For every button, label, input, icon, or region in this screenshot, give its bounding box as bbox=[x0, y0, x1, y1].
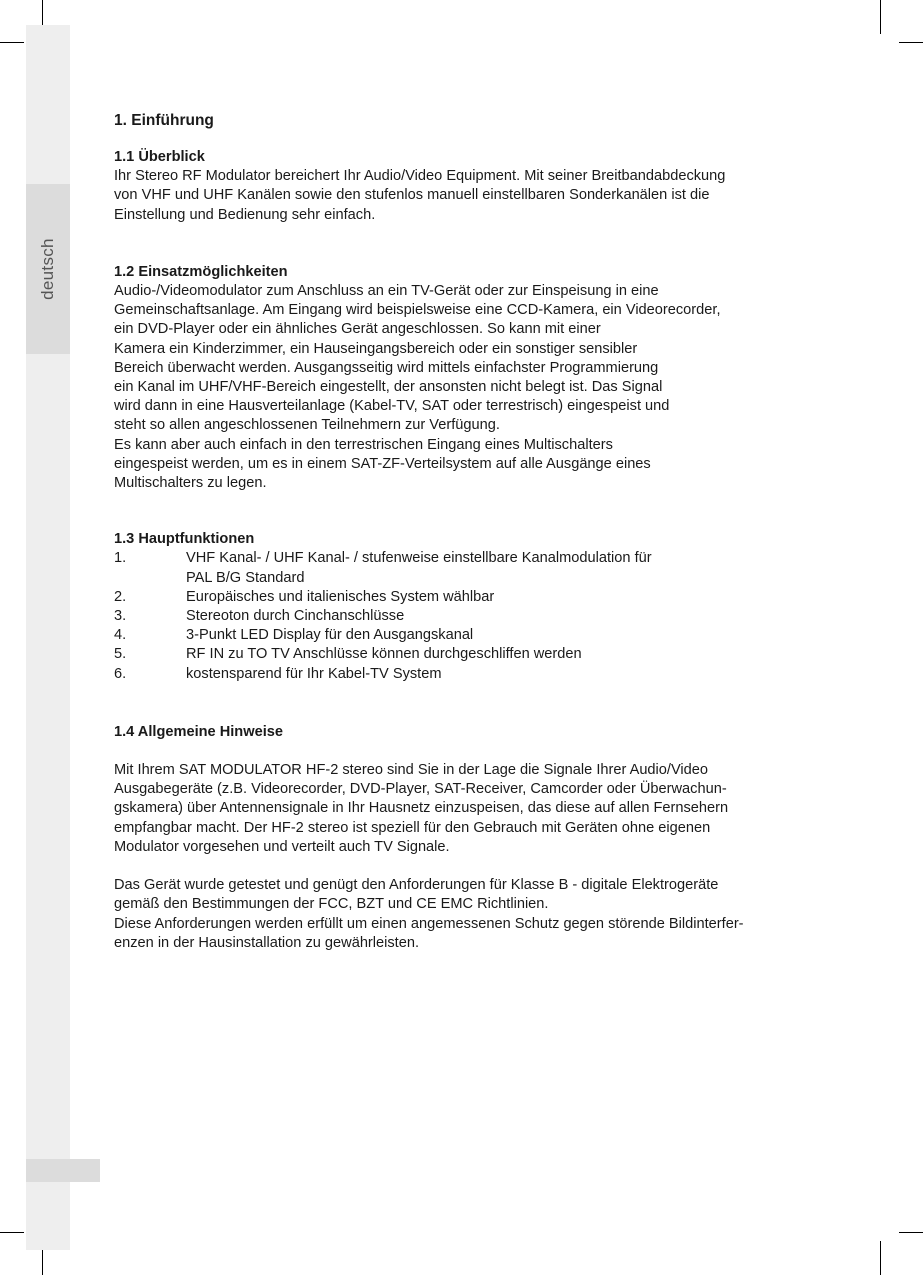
text-line: Das Gerät wurde getestet und genügt den Anforderungen für Klasse B - digitale Elektrogeräte bbox=[114, 877, 719, 894]
text-line: ein DVD-Player oder ein ähnliches Gerät angeschlossen. So kann mit einer bbox=[114, 321, 601, 338]
text-line: empfangbar macht. Der HF-2 stereo ist speziell für den Gebrauch mit Geräten ohne eigenen bbox=[114, 819, 711, 836]
list-text: kostensparend für Ihr Kabel-TV System bbox=[186, 665, 442, 682]
section-heading: 1.2 Einsatzmöglichkeiten bbox=[114, 263, 288, 280]
text-line: wird dann in eine Hausverteilanlage (Kabel-TV, SAT oder terrestrisch) eingespeist und bbox=[114, 398, 670, 415]
list-text: VHF Kanal- / UHF Kanal- / stufenweise einstellbare Kanalmodulation für bbox=[186, 550, 652, 567]
text-line: Einstellung und Bedienung sehr einfach. bbox=[114, 206, 376, 223]
section-paragraph bbox=[114, 876, 834, 953]
text-line: Modulator vorgesehen und verteilt auch TV Signale. bbox=[114, 838, 450, 855]
crop-mark bbox=[880, 0, 881, 34]
text-line: gskamera) über Antennensignale in Ihr Hausnetz einzuspeisen, das diese auf allen Fernsehern bbox=[114, 800, 729, 817]
section-heading: 1.1 Überblick bbox=[114, 149, 205, 165]
text-line: enzen in der Hausinstallation zu gewährleisten. bbox=[114, 934, 420, 951]
section-paragraph bbox=[114, 761, 834, 857]
text-line: Audio-/Videomodulator zum Anschluss an ein TV-Gerät oder zur Einspeisung in eine bbox=[114, 283, 659, 300]
page-footer-tab bbox=[26, 1159, 100, 1182]
text-line: steht so allen angeschlossenen Teilnehmern zur Verfügung. bbox=[114, 417, 500, 434]
list-number: 3. bbox=[114, 608, 127, 625]
text-line: Multischalters zu legen. bbox=[114, 475, 267, 492]
text-line: Es kann aber auch einfach in den terrestrischen Eingang eines Multischalters bbox=[114, 436, 613, 453]
section-paragraph bbox=[114, 282, 834, 493]
list-text: Europäisches und italienisches System wählbar bbox=[186, 588, 495, 605]
page-title: 1. Einführung bbox=[114, 112, 214, 129]
section-heading: 1.3 Hauptfunktionen bbox=[114, 531, 255, 548]
crop-mark bbox=[880, 1241, 881, 1275]
text-line: Bereich überwacht werden. Ausgangsseitig wird mittels einfachster Programmierung bbox=[114, 359, 659, 376]
text-line: Kamera ein Kinderzimmer, ein Hauseingangsbereich oder ein sonstiger sensibler bbox=[114, 340, 638, 357]
crop-mark bbox=[0, 1232, 24, 1233]
text-line: gemäß den Bestimmungen der FCC, BZT und CE EMC Richtlinien. bbox=[114, 896, 549, 913]
text-line: ein Kanal im UHF/VHF-Bereich eingestellt, der ansonsten nicht belegt ist. Das Signal bbox=[114, 379, 663, 396]
text-line: Ihr Stereo RF Modulator bereichert Ihr Audio/Video Equipment. Mit seiner Breitbandabdeckung bbox=[114, 168, 726, 185]
text-line: Ausgabegeräte (z.B. Videorecorder, DVD-Player, SAT-Receiver, Camcorder oder Überwachun- bbox=[114, 781, 727, 798]
crop-mark bbox=[899, 1232, 923, 1233]
crop-mark bbox=[899, 42, 923, 43]
list-item bbox=[114, 607, 834, 626]
list-number: 5. bbox=[114, 646, 127, 663]
list-text: RF IN zu TO TV Anschlüsse können durchgeschliffen werden bbox=[186, 646, 582, 663]
list-number: 6. bbox=[114, 665, 127, 682]
list-text: PAL B/G Standard bbox=[186, 569, 305, 586]
list-item bbox=[114, 588, 834, 607]
section-heading: 1.4 Allgemeine Hinweise bbox=[114, 723, 283, 740]
list-item bbox=[114, 626, 834, 645]
list-item bbox=[114, 549, 834, 587]
list-number: 2. bbox=[114, 588, 127, 605]
section-paragraph bbox=[114, 167, 834, 225]
list-number: 4. bbox=[114, 627, 127, 644]
feature-list bbox=[114, 549, 834, 683]
text-line: Mit Ihrem SAT MODULATOR HF-2 stereo sind Sie in der Lage die Signale Ihrer Audio/Video bbox=[114, 762, 709, 779]
list-text: Stereoton durch Cinchanschlüsse bbox=[186, 608, 405, 625]
crop-mark bbox=[0, 42, 24, 43]
text-line: Gemeinschaftsanlage. Am Eingang wird beispielsweise eine CCD-Kamera, ein Videorecorder, bbox=[114, 302, 721, 319]
list-number: 1. bbox=[114, 550, 127, 567]
text-line: Diese Anforderungen werden erfüllt um einen angemessenen Schutz gegen störende Bildinterfer- bbox=[114, 915, 744, 932]
list-item bbox=[114, 665, 834, 684]
language-label: deutsch bbox=[38, 238, 57, 300]
list-text: 3-Punkt LED Display für den Ausgangskanal bbox=[186, 627, 474, 644]
text-line: von VHF und UHF Kanälen sowie den stufenlos manuell einstellbaren Sonderkanälen ist die bbox=[114, 187, 710, 204]
document-body bbox=[114, 110, 834, 953]
list-item bbox=[114, 645, 834, 664]
text-line: eingespeist werden, um es in einem SAT-ZF-Verteilsystem auf alle Ausgänge eines bbox=[114, 455, 651, 472]
